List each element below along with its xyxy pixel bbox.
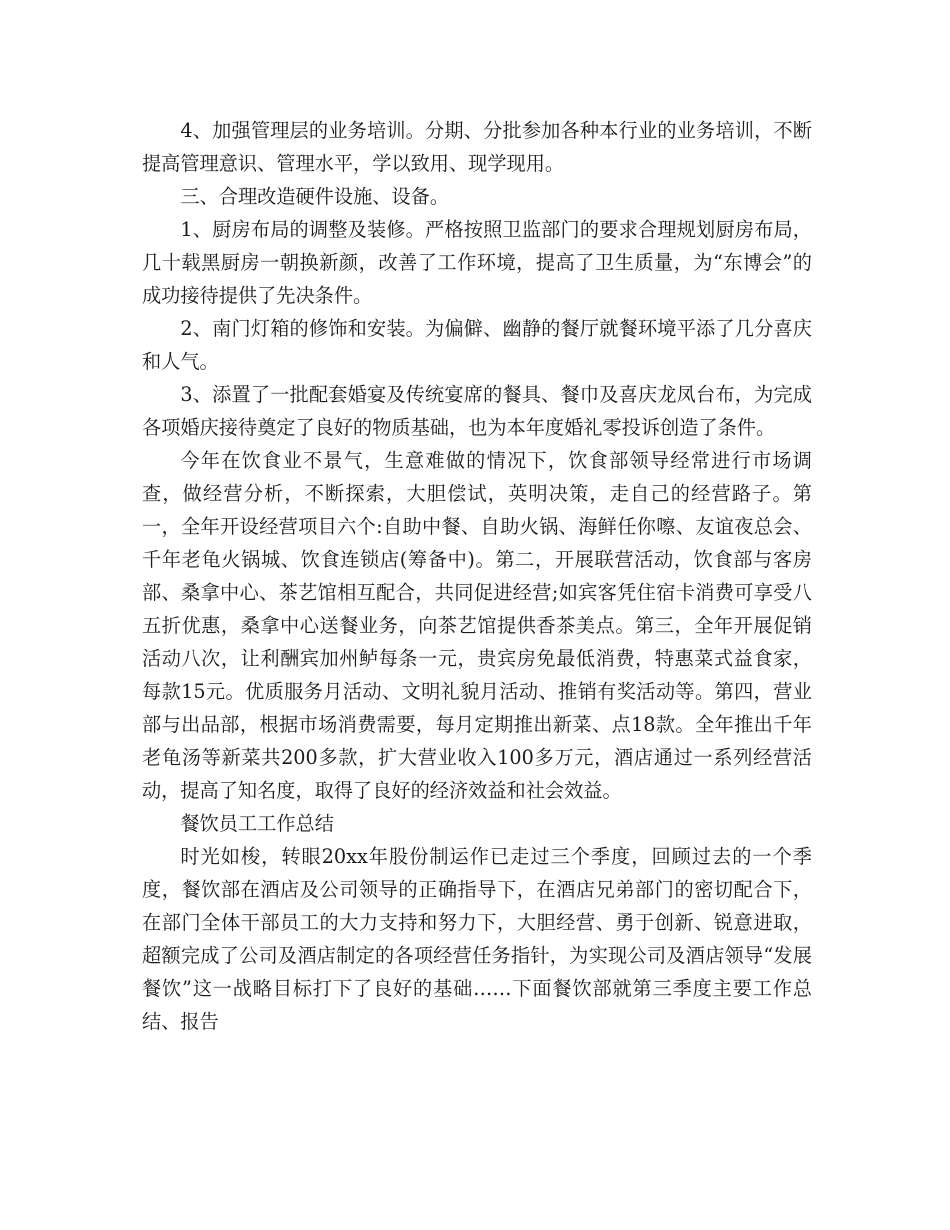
paragraph-quarter-review: 时光如梭，转眼20xx年股份制运作已走过三个季度，回顾过去的一个季度，餐饮部在酒店及公司领导的正确指导下，在酒店兄弟部门的密切配合下，在部门全体干部员工的大力支持和努力下，大胆经营、勇于创新、锐意进取，超额完成了公司及酒店制定的各项经营任务指针，为实现公司及酒店领导“发展餐饮”这一战略目标打下了良好的基础……下面餐饮部就第三季度主要工作总结、报告 <box>142 845 812 1033</box>
paragraph-tableware-purchase: 3、添置了一批配套婚宴及传统宴席的餐具、餐巾及喜庆龙凤台布，为完成各项婚庆接待奠定了良好的物质基础，也为本年度婚礼零投诉创造了条件。 <box>142 383 812 439</box>
paragraph-management-training: 4、加强管理层的业务培训。分期、分批参加各种本行业的业务培训，不断提高管理意识、管理水平，学以致用、现学现用。 <box>142 119 812 175</box>
paragraph-lightbox-installation: 2、南门灯箱的修饰和安装。为偏僻、幽静的餐厅就餐环境平添了几分喜庆和人气。 <box>142 317 812 373</box>
section-title-staff-summary: 餐饮员工工作总结 <box>180 812 334 835</box>
paragraph-kitchen-renovation: 1、厨房布局的调整及装修。严格按照卫监部门的要求合理规划厨房布局，几十载黑厨房一朝换新颜，改善了工作环境，提高了卫生质量，为“东博会”的成功接待提供了先决条件。 <box>142 218 812 307</box>
paragraph-business-operations: 今年在饮食业不景气，生意难做的情况下，饮食部领导经常进行市场调查，做经营分析，不断探索，大胆偿试，英明决策，走自己的经营路子。第一，全年开设经营项目六个:自助中餐、自助火锅、海鲜任你嚓、友谊夜总会、千年老龟火锅城、饮食连锁店(筹备中)。第二，开展联营活动，饮食部与客房部、桑拿中心、茶艺馆相互配合，共同促进经营;如宾客凭住宿卡消费可享受八五折优惠，桑拿中心送餐业务，向茶艺馆提供香茶美点。第三，全年开展促销活动八次，让利酬宾加州鲈每条一元，贵宾房免最低消费，特惠菜式益食家，每款15元。优质服务月活动、文明礼貌月活动、推销有奖活动等。第四，营业部与出品部，根据市场消费需要，每月定期推出新菜、点18款。全年推出千年老龟汤等新菜共200多款，扩大营业收入100多万元，酒店通过一系列经营活动，提高了知名度，取得了良好的经济效益和社会效益。 <box>142 449 812 802</box>
document-body <box>142 114 812 1038</box>
section-heading-hardware: 三、合理改造硬件设施、设备。 <box>180 185 450 208</box>
